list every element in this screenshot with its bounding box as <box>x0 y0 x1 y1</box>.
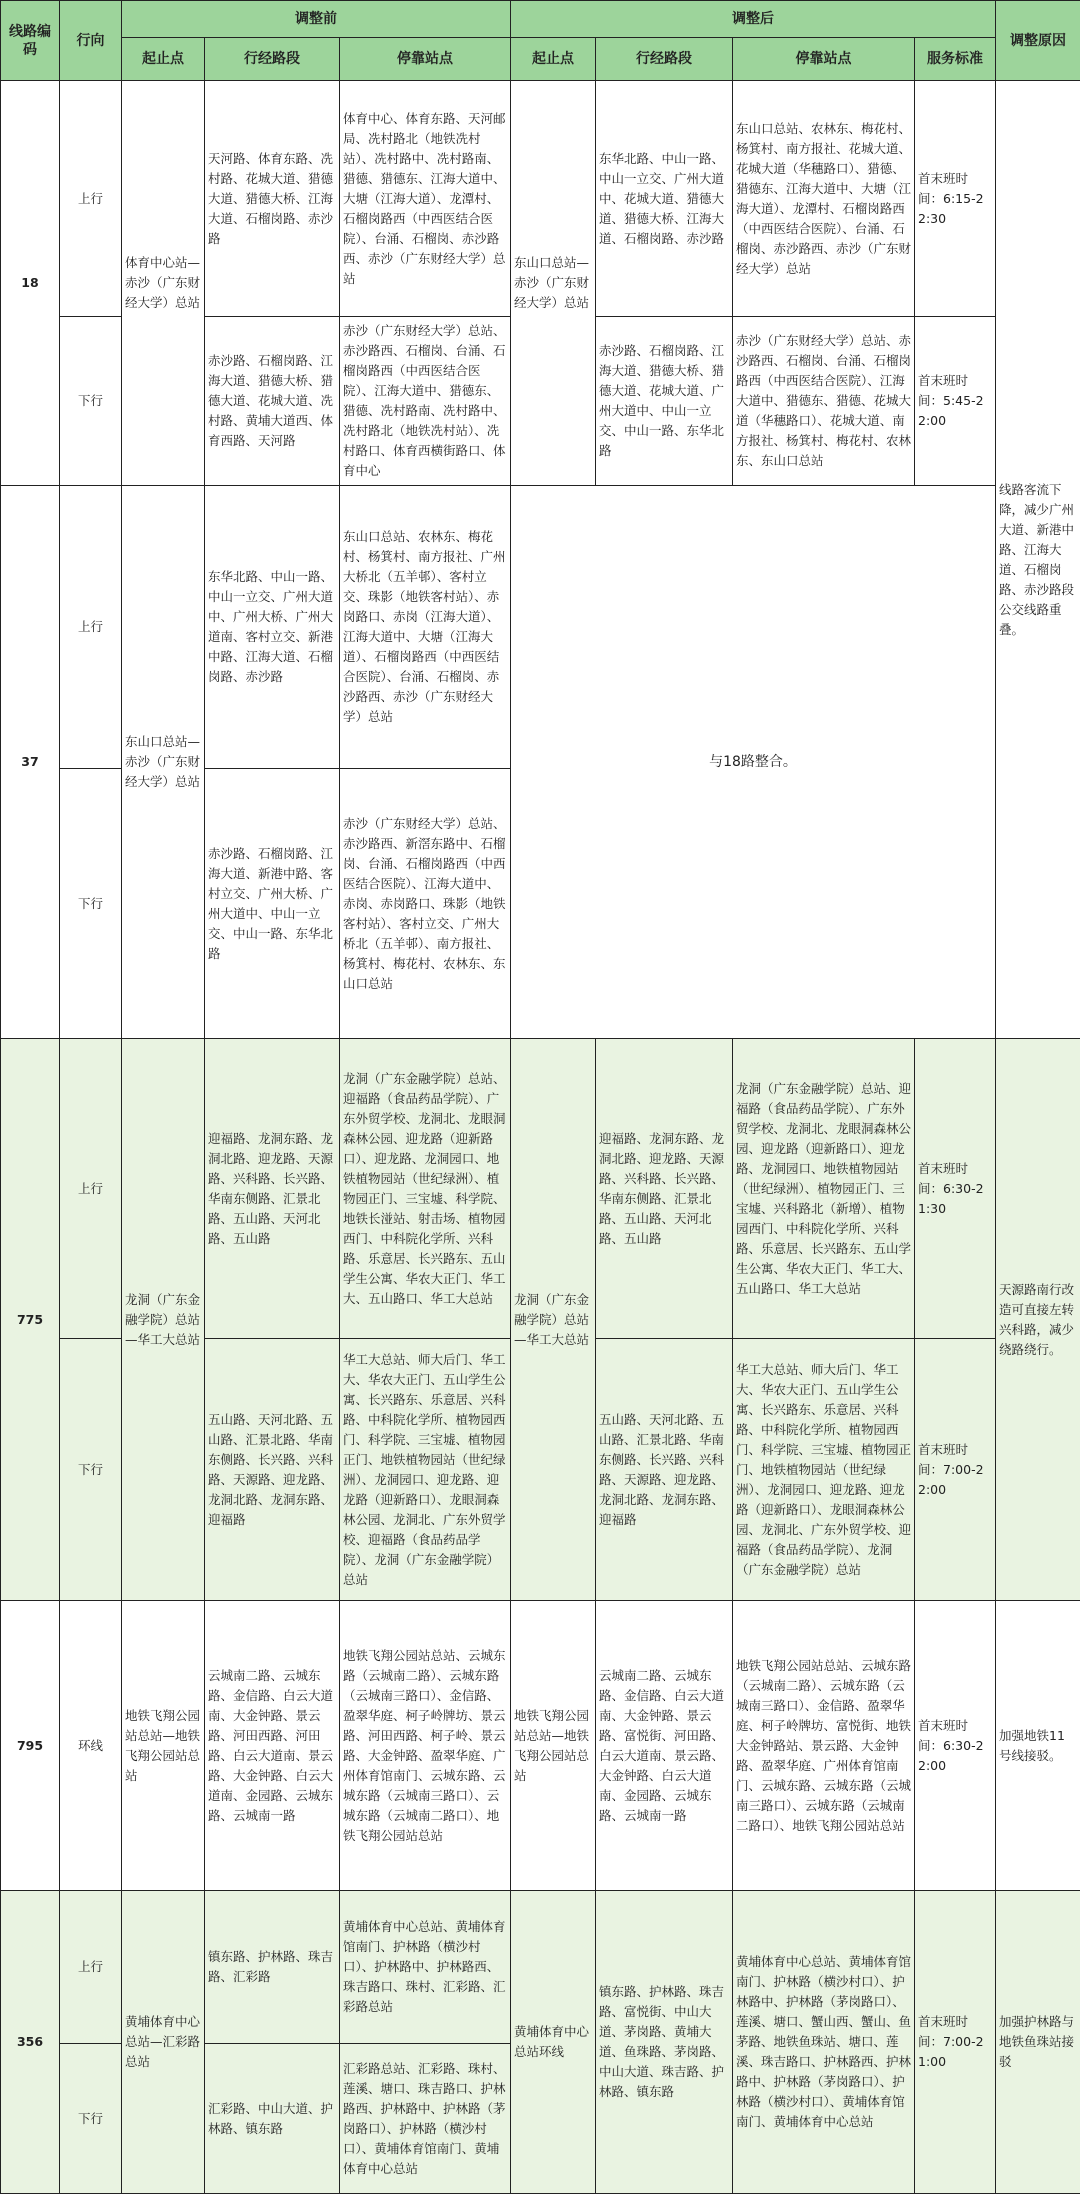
before-start-end: 地铁飞翔公园站总站—地铁飞翔公园站总站 <box>122 1601 205 1891</box>
direction-cell: 环线 <box>60 1601 122 1891</box>
after-route: 五山路、天河北路、五山路、汇景北路、华南东侧路、长兴路、兴科路、天源路、迎龙路、龙洞北路、龙洞东路、迎福路 <box>596 1339 733 1601</box>
before-route: 汇彩路、中山大道、护林路、镇东路 <box>205 2044 340 2194</box>
header-after-start-end: 起止点 <box>511 38 596 81</box>
header-before-stops: 停靠站点 <box>340 38 511 81</box>
direction-cell: 上行 <box>60 1039 122 1339</box>
direction-cell: 下行 <box>60 2044 122 2194</box>
after-stops: 龙洞（广东金融学院）总站、迎福路（食品药品学院）、广东外贸学校、龙洞北、龙眼洞森林公园、迎龙路（迎新路口）、迎龙路、龙洞园口、地铁植物园站（世纪绿洲）、植物园正门、三宝墟、兴科路北（新增）、植物园西门、中科院化学所、兴科路、乐意居、长兴路东、五山学生公寓、华农大正门、华工大、五山路口、华工大总站 <box>733 1039 915 1339</box>
after-route: 东华北路、中山一路、中山一立交、广州大道中、花城大道、猎德大道、猎德大桥、江海大道、石榴岗路、赤沙路 <box>596 81 733 317</box>
header-line-code: 线路编码 <box>1 1 60 81</box>
table-row <box>1 486 1080 769</box>
before-stops: 汇彩路总站、汇彩路、珠村、莲溪、塘口、珠吉路口、护林路西、护林路中、护林路（茅岗路口）、护林路（横沙村口）、黄埔体育馆南门、黄埔体育中心总站 <box>340 2044 511 2194</box>
direction-cell: 下行 <box>60 1339 122 1601</box>
merged-note: 与18路整合。 <box>511 486 996 1039</box>
before-stops: 赤沙（广东财经大学）总站、赤沙路西、石榴岗、台涌、石榴岗路西（中西医结合医院）、江海大道中、猎德东、猎德、冼村路南、冼村路中、冼村路北（地铁冼村站）、冼村路口、体育西横街路口、体育中心 <box>340 317 511 486</box>
header-after-stops: 停靠站点 <box>733 38 915 81</box>
table-row <box>1 1601 1080 1891</box>
adjust-reason: 线路客流下降，减少广州大道、新港中路、江海大道、石榴岗路、赤沙路段公交线路重叠。 <box>996 81 1080 1039</box>
before-stops: 赤沙（广东财经大学）总站、赤沙路西、新滘东路中、石榴岗、台涌、石榴岗路西（中西医结合医院）、江海大道中、赤岗、赤岗路口、珠影（地铁客村站）、客村立交、广州大桥北（五羊邨）、南方报社、杨箕村、梅花村、农林东、东山口总站 <box>340 769 511 1039</box>
direction-cell: 上行 <box>60 486 122 769</box>
line-code: 795 <box>1 1601 60 1891</box>
after-stops: 赤沙（广东财经大学）总站、赤沙路西、石榴岗、台涌、石榴岗路西（中西医结合医院）、江海大道中、猎德东、猎德、花城大道（华穗路口）、花城大道、南方报社、杨箕村、梅花村、农林东、东山口总站 <box>733 317 915 486</box>
line-code: 356 <box>1 1891 60 2194</box>
header-before-start-end: 起止点 <box>122 38 205 81</box>
line-code: 775 <box>1 1039 60 1601</box>
table-row <box>1 1039 1080 1339</box>
service-standard: 首末班时间：6:15-22:30 <box>915 81 996 317</box>
adjust-reason: 加强护林路与地铁鱼珠站接驳 <box>996 1891 1080 2194</box>
after-stops: 地铁飞翔公园站总站、云城东路（云城南二路）、云城东路（云城南三路口）、金信路、盈翠华庭、柯子岭牌坊、富悦街、地铁大金钟路站、景云路、大金钟路、盈翠华庭、广州体育馆南门、云城东路、云城东路（云城南三路口）、云城东路（云城南二路口）、地铁飞翔公园站总站 <box>733 1601 915 1891</box>
service-standard: 首末班时间：7:00-21:00 <box>915 1891 996 2194</box>
after-start-end: 龙洞（广东金融学院）总站—华工大总站 <box>511 1039 596 1601</box>
direction-cell: 上行 <box>60 1891 122 2044</box>
before-route: 五山路、天河北路、五山路、汇景北路、华南东侧路、长兴路、兴科路、天源路、迎龙路、龙洞北路、龙洞东路、迎福路 <box>205 1339 340 1601</box>
header-reason: 调整原因 <box>996 1 1080 81</box>
before-stops: 东山口总站、农林东、梅花村、杨箕村、南方报社、广州大桥北（五羊邨）、客村立交、珠影（地铁客村站）、赤岗路口、赤岗（江海大道）、江海大道中、大塘（江海大道）、石榴岗路西（中西医结合医院）、台涌、石榴岗、赤沙路西、赤沙（广东财经大学）总站 <box>340 486 511 769</box>
after-start-end: 东山口总站—赤沙（广东财经大学）总站 <box>511 81 596 486</box>
before-route: 东华北路、中山一路、中山一立交、广州大道中、广州大桥、广州大道南、客村立交、新港中路、江海大道、石榴岗路、赤沙路 <box>205 486 340 769</box>
header-row-2 <box>1 38 1080 81</box>
service-standard: 首末班时间：5:45-22:00 <box>915 317 996 486</box>
direction-cell: 下行 <box>60 317 122 486</box>
header-row-1 <box>1 1 1080 38</box>
after-start-end: 地铁飞翔公园站总站—地铁飞翔公园站总站 <box>511 1601 596 1891</box>
before-start-end: 体育中心站—赤沙（广东财经大学）总站 <box>122 81 205 486</box>
line-code: 37 <box>1 486 60 1039</box>
before-route: 天河路、体育东路、冼村路、花城大道、猎德大道、猎德大桥、江海大道、石榴岗路、赤沙路 <box>205 81 340 317</box>
before-route: 云城南二路、云城东路、金信路、白云大道南、大金钟路、景云路、河田西路、河田路、白云大道南、景云路、大金钟路、白云大道南、金园路、云城东路、云城南一路 <box>205 1601 340 1891</box>
direction-cell: 下行 <box>60 769 122 1039</box>
service-standard: 首末班时间：6:30-21:30 <box>915 1039 996 1339</box>
before-route: 赤沙路、石榴岗路、江海大道、猎德大桥、猎德大道、花城大道、冼村路、黄埔大道西、体育西路、天河路 <box>205 317 340 486</box>
table-row <box>1 81 1080 317</box>
header-after-route: 行经路段 <box>596 38 733 81</box>
before-stops: 体育中心、体育东路、天河邮局、冼村路北（地铁冼村站）、冼村路中、冼村路南、猎德、猎德东、江海大道中、大塘（江海大道）、龙潭村、石榴岗路西（中西医结合医院）、台涌、石榴岗、赤沙路西、赤沙（广东财经大学）总站 <box>340 81 511 317</box>
service-standard: 首末班时间：7:00-22:00 <box>915 1339 996 1601</box>
line-code: 18 <box>1 81 60 486</box>
after-route: 云城南二路、云城东路、金信路、白云大道南、大金钟路、景云路、富悦街、河田路、白云大道南、景云路、大金钟路、白云大道南、金园路、云城东路、云城南一路 <box>596 1601 733 1891</box>
before-stops: 华工大总站、师大后门、华工大、华农大正门、五山学生公寓、长兴路东、乐意居、兴科路、中科院化学所、植物园西门、科学院、三宝墟、植物园正门、地铁植物园站（世纪绿洲）、龙洞园口、迎龙路、迎龙路（迎新路口）、龙眼洞森林公园、龙洞北、广东外贸学校、迎福路（食品药品学院）、龙洞（广东金融学院）总站 <box>340 1339 511 1601</box>
before-stops: 地铁飞翔公园站总站、云城东路（云城南二路）、云城东路（云城南三路口）、金信路、盈翠华庭、柯子岭牌坊、景云路、河田西路、柯子岭、景云路、大金钟路、盈翠华庭、广州体育馆南门、云城东路、云城东路（云城南三路口）、云城东路（云城南二路口）、地铁飞翔公园站总站 <box>340 1601 511 1891</box>
before-route: 迎福路、龙洞东路、龙洞北路、迎龙路、天源路、兴科路、长兴路、华南东侧路、汇景北路、五山路、天河北路、五山路 <box>205 1039 340 1339</box>
before-route: 镇东路、护林路、珠吉路、汇彩路 <box>205 1891 340 2044</box>
after-stops: 黄埔体育中心总站、黄埔体育馆南门、护林路（横沙村口）、护林路中、护林路（茅岗路口）、莲溪、塘口、蟹山西、蟹山、鱼茅路、地铁鱼珠站、塘口、莲溪、珠吉路口、护林路西、护林路中、护林路（茅岗路口）、护林路（横沙村口）、黄埔体育馆南门、黄埔体育中心总站 <box>733 1891 915 2194</box>
before-start-end: 东山口总站—赤沙（广东财经大学）总站 <box>122 486 205 1039</box>
before-stops: 龙洞（广东金融学院）总站、迎福路（食品药品学院）、广东外贸学校、龙洞北、龙眼洞森林公园、迎龙路（迎新路口）、迎龙路、龙洞园口、地铁植物园站（世纪绿洲）、植物园正门、三宝墟、科学院、地铁长湴站、射击场、植物园西门、中科院化学所、兴科路、乐意居、长兴路东、五山学生公寓、华农大正门、华工大、五山路口、华工大总站 <box>340 1039 511 1339</box>
header-after: 调整后 <box>511 1 996 38</box>
after-route: 迎福路、龙洞东路、龙洞北路、迎龙路、天源路、兴科路、长兴路、华南东侧路、汇景北路、五山路、天河北路、五山路 <box>596 1039 733 1339</box>
before-start-end: 龙洞（广东金融学院）总站—华工大总站 <box>122 1039 205 1601</box>
adjust-reason: 加强地铁11号线接驳。 <box>996 1601 1080 1891</box>
header-before-route: 行经路段 <box>205 38 340 81</box>
header-before: 调整前 <box>122 1 511 38</box>
after-route: 赤沙路、石榴岗路、江海大道、猎德大桥、猎德大道、花城大道、广州大道中、中山一立交、中山一路、东华北路 <box>596 317 733 486</box>
adjust-reason: 天源路南行改造可直接左转兴科路，减少绕路绕行。 <box>996 1039 1080 1601</box>
before-start-end: 黄埔体育中心总站—汇彩路总站 <box>122 1891 205 2194</box>
direction-cell: 上行 <box>60 81 122 317</box>
before-route: 赤沙路、石榴岗路、江海大道、新港中路、客村立交、广州大桥、广州大道中、中山一立交、中山一路、东华北路 <box>205 769 340 1039</box>
header-service: 服务标准 <box>915 38 996 81</box>
after-route: 镇东路、护林路、珠吉路、富悦街、中山大道、茅岗路、黄埔大道、鱼珠路、茅岗路、中山大道、珠吉路、护林路、镇东路 <box>596 1891 733 2194</box>
after-start-end: 黄埔体育中心总站环线 <box>511 1891 596 2194</box>
service-standard: 首末班时间：6:30-22:00 <box>915 1601 996 1891</box>
header-direction: 行向 <box>60 1 122 81</box>
after-stops: 华工大总站、师大后门、华工大、华农大正门、五山学生公寓、长兴路东、乐意居、兴科路、中科院化学所、植物园西门、科学院、三宝墟、植物园正门、地铁植物园站（世纪绿洲）、龙洞园口、迎龙路、迎龙路（迎新路口）、龙眼洞森林公园、龙洞北、广东外贸学校、迎福路（食品药品学院）、龙洞（广东金融学院）总站 <box>733 1339 915 1601</box>
table-row <box>1 1891 1080 2044</box>
before-stops: 黄埔体育中心总站、黄埔体育馆南门、护林路（横沙村口）、护林路中、护林路西、珠吉路口、珠村、汇彩路、汇彩路总站 <box>340 1891 511 2044</box>
after-stops: 东山口总站、农林东、梅花村、杨箕村、南方报社、花城大道、花城大道（华穗路口）、猎德、猎德东、江海大道中、大塘（江海大道）、龙潭村、石榴岗路西（中西医结合医院）、台涌、石榴岗、赤沙路西、赤沙（广东财经大学）总站 <box>733 81 915 317</box>
